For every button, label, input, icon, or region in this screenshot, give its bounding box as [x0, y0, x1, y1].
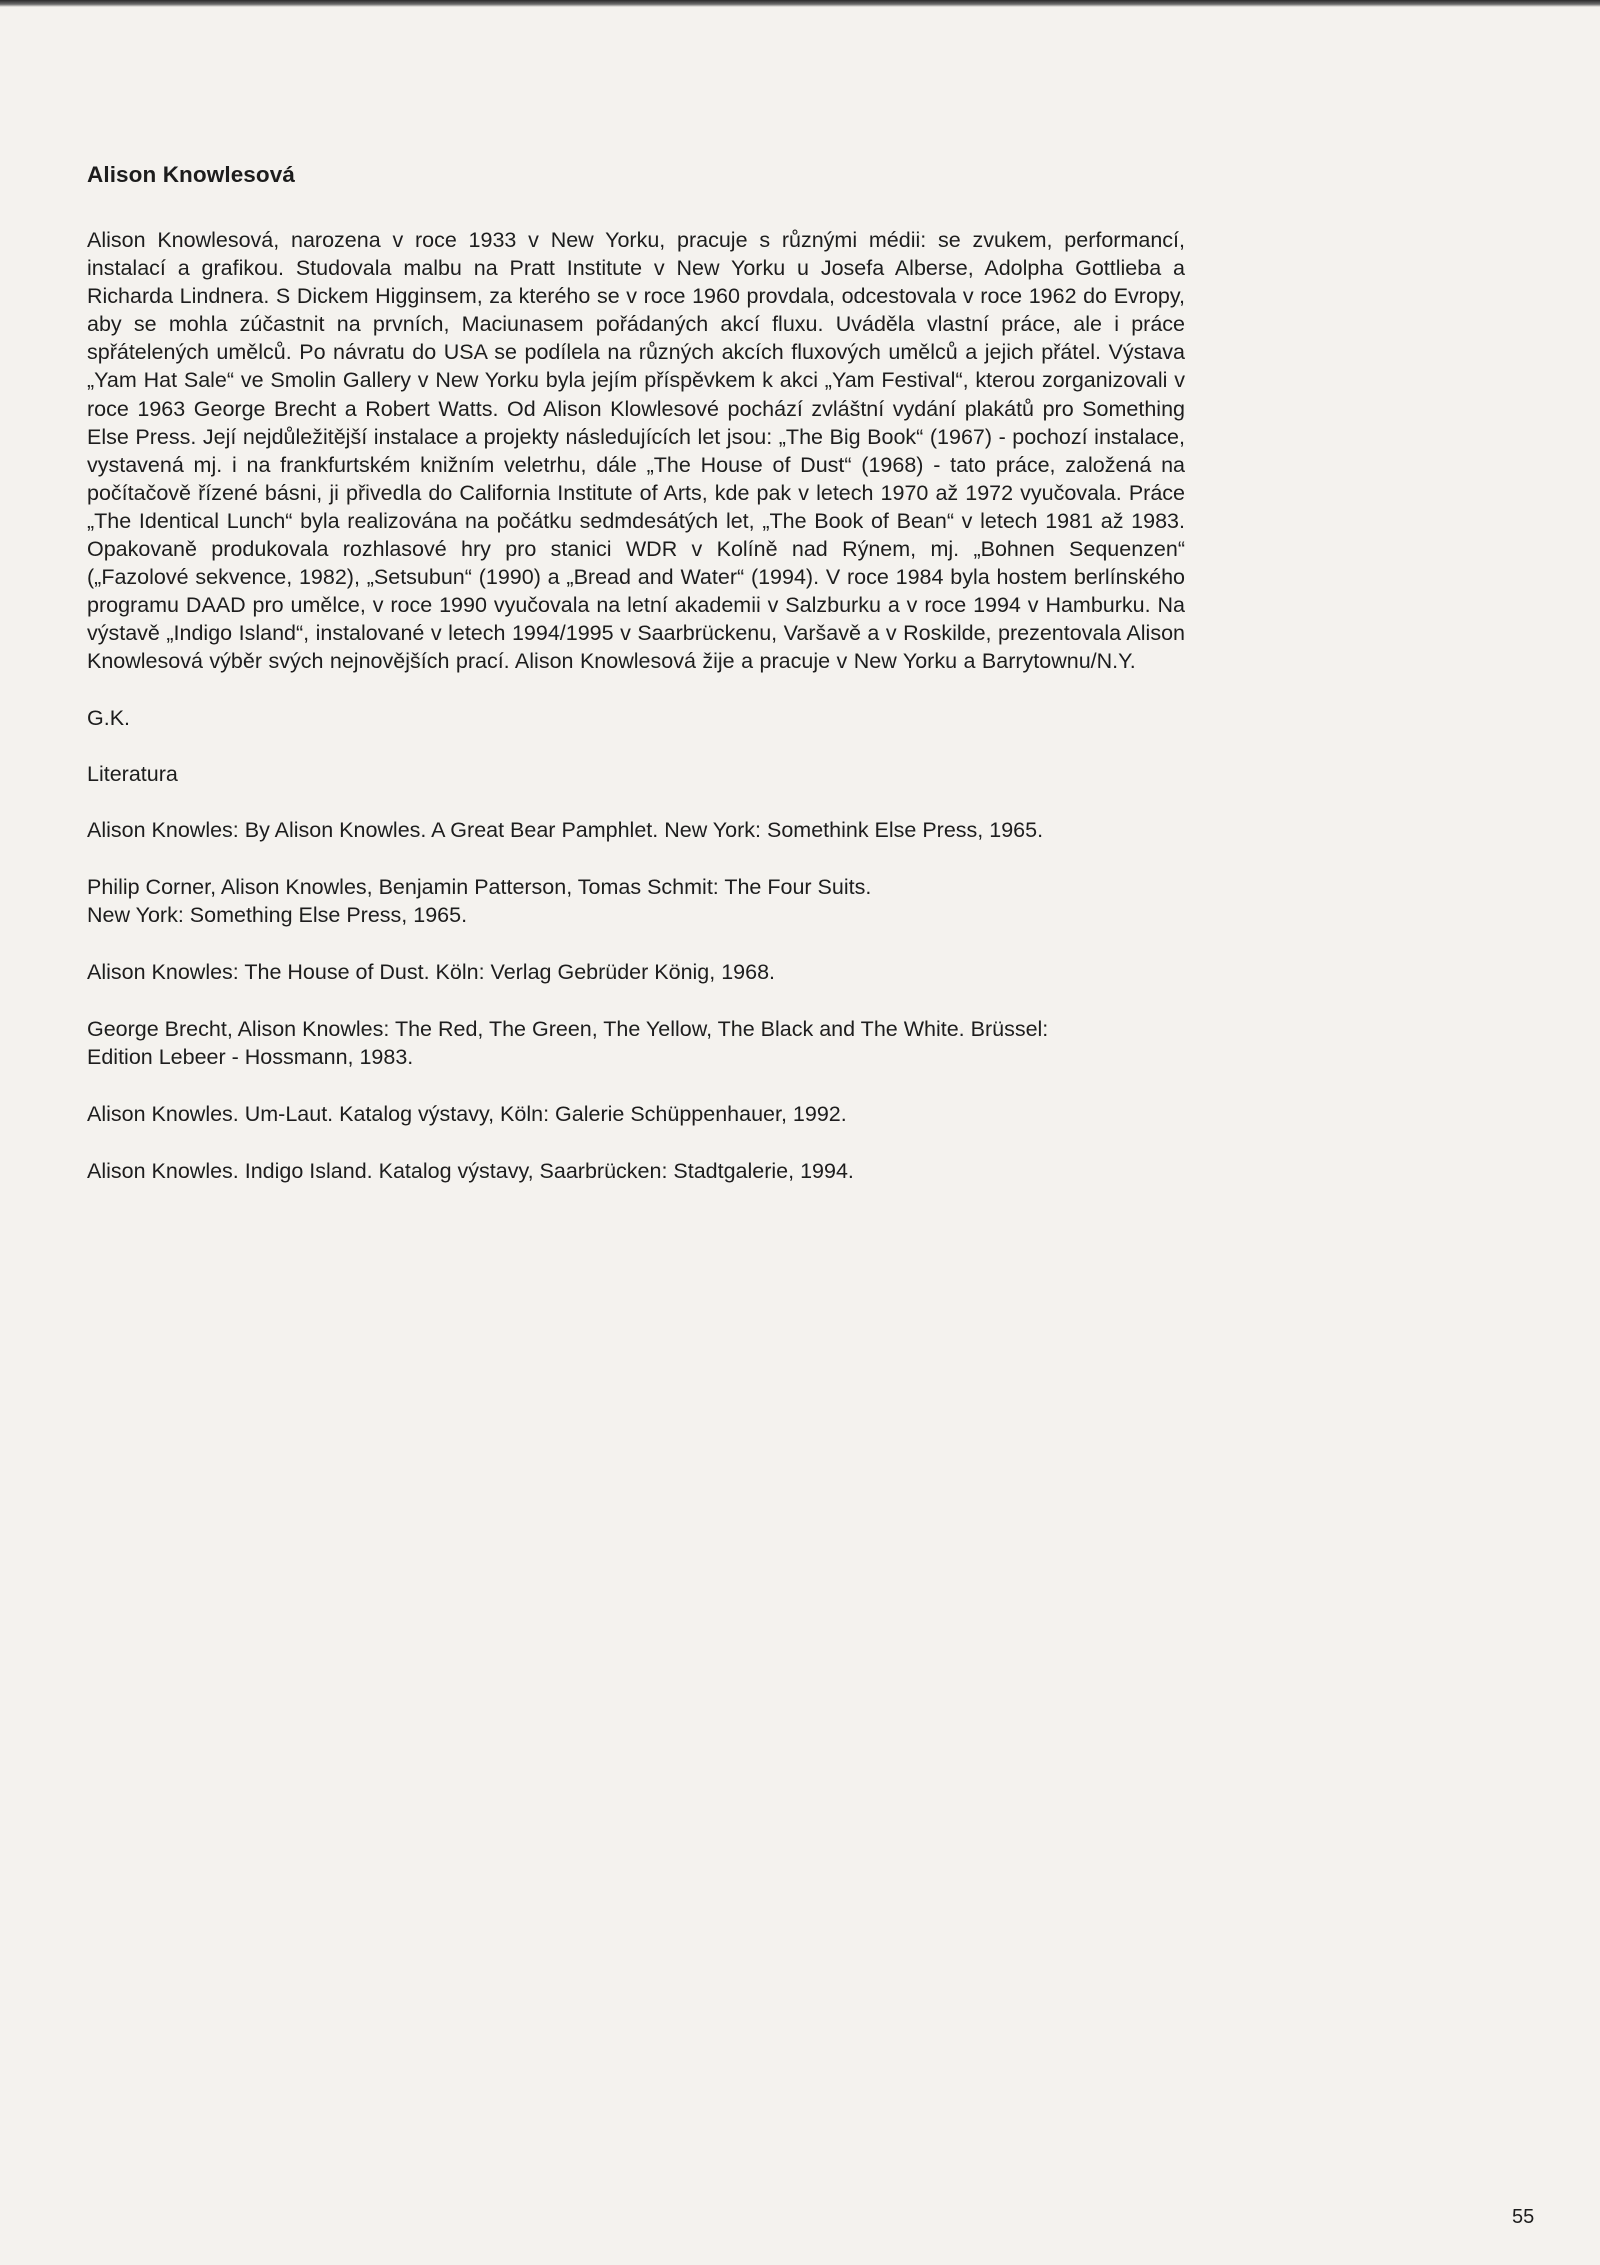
- literature-entry-line: Alison Knowles. Um-Laut. Katalog výstavy, Köln: Galerie Schüppenhauer, 1992.: [87, 1101, 847, 1126]
- literature-entry-line: George Brecht, Alison Knowles: The Red, The Green, The Yellow, The Black and The White. Brüssel:: [87, 1016, 1049, 1041]
- page-title: Alison Knowlesová: [87, 162, 295, 187]
- literature-entry-line: New York: Something Else Press, 1965.: [87, 902, 468, 927]
- literature-entry: [87, 1015, 1185, 1071]
- page-content: [87, 162, 1185, 1214]
- literature-entry: [87, 816, 1185, 844]
- literature-entry-line: Alison Knowles. Indigo Island. Katalog výstavy, Saarbrücken: Stadtgalerie, 1994.: [87, 1158, 854, 1183]
- literature-entry: [87, 958, 1185, 986]
- author-initials: G.K.: [87, 705, 131, 730]
- literature-entry-line: Edition Lebeer - Hossmann, 1983.: [87, 1044, 414, 1069]
- literature-heading: Literatura: [87, 761, 178, 786]
- literature-entry: [87, 1157, 1185, 1185]
- page-top-edge: [0, 0, 1600, 7]
- literature-list: [87, 816, 1185, 1185]
- literature-entry-line: Alison Knowles: The House of Dust. Köln: Verlag Gebrüder König, 1968.: [87, 959, 776, 984]
- page-number: 55: [1512, 2206, 1535, 2228]
- literature-entry: [87, 1100, 1185, 1128]
- biography-paragraph: Alison Knowlesová, narozena v roce 1933 v New Yorku, pracuje s různými médii: se zvukem, performancí, instalací a grafikou. Studovala malbu na Pratt Institute v New Yorku u Josefa Alberse, Adolpha Gottlieba a Richarda Lindnera. S Dickem Higginsem, za kterého se v roce 1960 provdala, odcestovala v roce 1962 do Evropy, aby se mohla zúčastnit na prvních, Maciunasem pořádaných akcí fluxu. Uváděla vlastní práce, ale i práce spřátelených umělců. Po návratu do USA se podílela na různých akcích fluxových umělců a jejich přátel. Výstava „Yam Hat Sale“ ve Smolin Gallery v New Yorku byla jejím příspěvkem k akci „Yam Festival“, kterou zorganizovali v roce 1963 George Brecht a Robert Watts. Od Alison Klowlesové pochází zvláštní vydání plakátů pro Something Else Press. Její nejdůležitější instalace a projekty následujících let jsou: „The Big Book“ (1967) - pochozí instalace, vystavená mj. i na frankfurtském knižním veletrhu, dále „The House of Dust“ (1968) - tato práce, založená na počítačově řízené básni, ji přivedla do California Institute of Arts, kde pak v letech 1970 až 1972 vyučovala. Práce „The Identical Lunch“ byla realizována na počátku sedmdesátých let, „The Book of Bean“ v letech 1981 až 1983. Opakovaně produkovala rozhlasové hry pro stanici WDR v Kolíně nad Rýnem, mj. „Bohnen Sequenzen“ („Fazolové sekvence, 1982), „Setsubun“ (1990) a „Bread and Water“ (1994). V roce 1984 byla hostem berlínského programu DAAD pro umělce, v roce 1990 vyučovala na letní akademii v Salzburku a v roce 1994 v Hamburku. Na výstavě „Indigo Island“, instalované v letech 1994/1995 v Saarbrückenu, Varšavě a v Roskilde, prezentovala Alison Knowlesová výběr svých nejnovějších prací. Alison Knowlesová žije a pracuje v New Yorku a Barrytownu/N.Y.: [87, 228, 1185, 674]
- literature-entry: [87, 873, 1185, 929]
- literature-entry-line: Alison Knowles: By Alison Knowles. A Great Bear Pamphlet. New York: Somethink Else Press, 1965.: [87, 817, 1044, 842]
- literature-entry-line: Philip Corner, Alison Knowles, Benjamin Patterson, Tomas Schmit: The Four Suits.: [87, 874, 872, 899]
